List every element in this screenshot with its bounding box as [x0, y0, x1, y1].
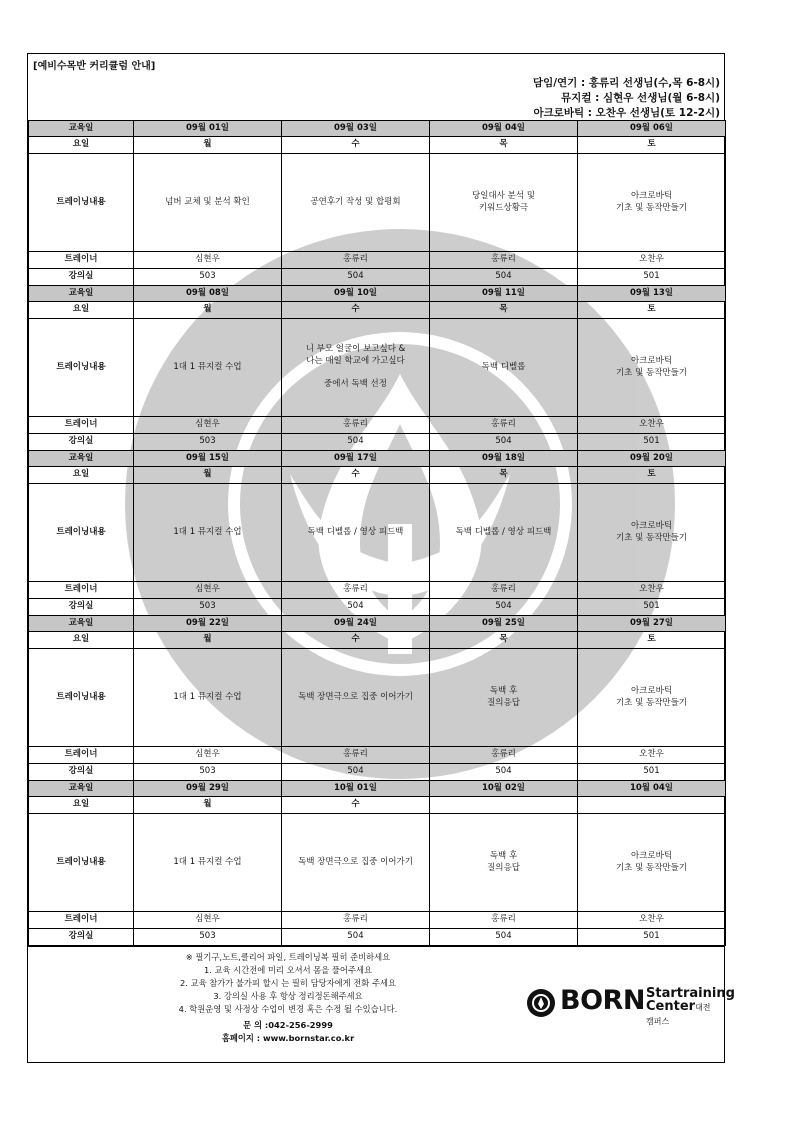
week-3-content-row	[29, 484, 726, 582]
room-cell: 503	[134, 764, 282, 781]
date-cell: 09월 29일	[134, 781, 282, 797]
date-cell: 09월 06일	[578, 121, 726, 137]
date-label: 교육일	[29, 616, 134, 632]
day-cell: 목	[430, 302, 578, 319]
trainer-cell: 홍류리	[282, 747, 430, 764]
week-2-date-row	[29, 286, 726, 302]
day-cell: 수	[282, 797, 430, 814]
content-label: 트레이닝내용	[29, 814, 134, 912]
room-cell: 501	[578, 599, 726, 616]
room-label: 강의실	[29, 269, 134, 286]
content-cell: 독백 후 질의응답	[430, 649, 578, 747]
footer	[28, 946, 735, 1055]
room-label: 강의실	[29, 764, 134, 781]
trainer-cell: 오찬우	[578, 582, 726, 599]
content-label: 트레이닝내용	[29, 484, 134, 582]
curriculum-sheet	[27, 53, 735, 1063]
homepage-link[interactable]: 홈페이지 : www.bornstar.co.kr	[221, 1033, 355, 1043]
content-cell: 1대 1 뮤지컬 수업	[134, 814, 282, 912]
day-cell: 수	[282, 632, 430, 649]
content-cell: 독백 디벨롭	[430, 319, 578, 417]
week-2-trainer-row	[29, 417, 726, 434]
date-cell: 09월 03일	[282, 121, 430, 137]
date-cell: 09월 24일	[282, 616, 430, 632]
trainer-label: 트레이너	[29, 747, 134, 764]
room-cell: 503	[134, 434, 282, 451]
date-cell: 09월 13일	[578, 286, 726, 302]
room-cell: 504	[282, 929, 430, 946]
teacher-acrobatic: 아크로바틱 : 오찬우 선생님(토 12-2시)	[533, 107, 720, 119]
week-5-room-row	[29, 929, 726, 946]
room-cell: 504	[430, 599, 578, 616]
trainer-cell: 오찬우	[578, 252, 726, 269]
week-4-date-row	[29, 616, 726, 632]
day-label: 요일	[29, 467, 134, 484]
content-label: 트레이닝내용	[29, 319, 134, 417]
week-5-day-row	[29, 797, 726, 814]
logo-startraining: Startraining	[646, 986, 735, 1001]
date-cell: 09월 27일	[578, 616, 726, 632]
day-label: 요일	[29, 302, 134, 319]
trainer-cell: 심현우	[134, 417, 282, 434]
room-cell: 504	[282, 599, 430, 616]
room-cell: 501	[578, 764, 726, 781]
content-label: 트레이닝내용	[29, 154, 134, 252]
week-1-trainer-row	[29, 252, 726, 269]
day-cell: 토	[578, 632, 726, 649]
day-cell: 수	[282, 137, 430, 154]
trainer-label: 트레이너	[29, 252, 134, 269]
room-cell: 501	[578, 269, 726, 286]
day-cell: 월	[134, 632, 282, 649]
week-1-room-row	[29, 269, 726, 286]
trainer-cell: 심현우	[134, 582, 282, 599]
trainer-cell: 오찬우	[578, 912, 726, 929]
room-label: 강의실	[29, 929, 134, 946]
date-label: 교육일	[29, 451, 134, 467]
day-cell: 월	[134, 302, 282, 319]
trainer-cell: 홍류리	[282, 912, 430, 929]
note-1: 1. 교육 시간전에 미리 오셔서 몸을 풀어주세요	[203, 965, 372, 975]
date-cell: 09월 04일	[430, 121, 578, 137]
note-2: 2. 교육 참가가 불가피 할시 는 필히 담당자에게 전화 주세요	[180, 978, 396, 988]
trainer-label: 트레이너	[29, 912, 134, 929]
trainer-cell: 홍류리	[430, 747, 578, 764]
room-cell: 504	[282, 764, 430, 781]
trainer-label: 트레이너	[29, 582, 134, 599]
trainer-cell: 홍류리	[430, 912, 578, 929]
week-2-day-row	[29, 302, 726, 319]
content-cell: 공연후기 작성 및 합평회	[282, 154, 430, 252]
date-cell: 09월 17일	[282, 451, 430, 467]
trainer-label: 트레이너	[29, 417, 134, 434]
room-cell: 503	[134, 269, 282, 286]
content-cell: 넘버 교체 및 분석 확인	[134, 154, 282, 252]
room-cell: 504	[430, 434, 578, 451]
content-cell: 1대 1 뮤지컬 수업	[134, 319, 282, 417]
content-cell: 독백 장면극으로 집중 이어가기	[282, 814, 430, 912]
week-2-content-row	[29, 319, 726, 417]
born-emblem-icon	[526, 988, 556, 1018]
room-cell: 504	[430, 764, 578, 781]
note-prepare: ※ 필기구,노트,클리어 파일, 트레이닝복 필히 준비하세요	[185, 952, 391, 962]
date-cell: 09월 18일	[430, 451, 578, 467]
content-cell: 독백 후 질의응답	[430, 814, 578, 912]
week-3-room-row	[29, 599, 726, 616]
date-cell: 09월 20일	[578, 451, 726, 467]
content-cell: 1대 1 뮤지컬 수업	[134, 484, 282, 582]
logo-born: BORN	[560, 985, 645, 1016]
week-4-day-row	[29, 632, 726, 649]
room-cell: 504	[282, 269, 430, 286]
room-cell: 504	[282, 434, 430, 451]
note-4: 4. 학원운영 및 사정상 수업이 변경 혹은 수정 될 수있습니다.	[178, 1004, 398, 1014]
content-cell: 아크로바틱 기초 및 동작만들기	[578, 484, 726, 582]
week-3-trainer-row	[29, 582, 726, 599]
date-cell: 09월 01일	[134, 121, 282, 137]
week-4-room-row	[29, 764, 726, 781]
day-cell: 목	[430, 632, 578, 649]
day-label: 요일	[29, 137, 134, 154]
room-label: 강의실	[29, 599, 134, 616]
date-cell: 10월 04일	[578, 781, 726, 797]
note-3: 3. 강의실 사용 후 항상 정리정돈해주세요	[213, 991, 363, 1001]
footer-notes	[28, 951, 548, 1045]
trainer-cell: 홍류리	[282, 252, 430, 269]
contact-phone: 문 의 :042-256-2999	[243, 1020, 333, 1030]
trainer-cell: 심현우	[134, 912, 282, 929]
day-label: 요일	[29, 632, 134, 649]
day-cell: 수	[282, 467, 430, 484]
room-cell: 504	[430, 269, 578, 286]
logo-center-word: Center	[646, 999, 696, 1014]
day-cell	[578, 797, 726, 814]
content-cell: 1대 1 뮤지컬 수업	[134, 649, 282, 747]
content-cell: 당일대사 분석 및 키워드상황극	[430, 154, 578, 252]
trainer-cell: 심현우	[134, 252, 282, 269]
trainer-cell: 오찬우	[578, 417, 726, 434]
content-cell: 독백 디벨롭 / 영상 피드백	[282, 484, 430, 582]
day-label: 요일	[29, 797, 134, 814]
date-cell: 10월 02일	[430, 781, 578, 797]
week-5-date-row	[29, 781, 726, 797]
schedule-table	[28, 120, 726, 946]
date-cell: 09월 08일	[134, 286, 282, 302]
trainer-cell: 홍류리	[282, 417, 430, 434]
date-cell: 09월 11일	[430, 286, 578, 302]
week-3-day-row	[29, 467, 726, 484]
content-cell: 아크로바틱 기초 및 동작만들기	[578, 154, 726, 252]
week-5-trainer-row	[29, 912, 726, 929]
day-cell: 토	[578, 467, 726, 484]
page-title: [예비수목반 커리큘럼 안내]	[33, 61, 156, 72]
room-cell: 504	[430, 929, 578, 946]
room-cell: 503	[134, 929, 282, 946]
trainer-cell: 홍류리	[282, 582, 430, 599]
room-cell: 503	[134, 599, 282, 616]
content-cell: 아크로바틱 기초 및 동작만들기	[578, 814, 726, 912]
day-cell: 토	[578, 302, 726, 319]
week-1-day-row	[29, 137, 726, 154]
room-cell: 501	[578, 929, 726, 946]
date-cell: 09월 25일	[430, 616, 578, 632]
room-label: 강의실	[29, 434, 134, 451]
room-cell: 501	[578, 434, 726, 451]
week-1-date-row	[29, 121, 726, 137]
teacher-musical: 뮤지컬 : 심현우 선생님(월 6-8시)	[561, 92, 720, 104]
day-cell: 월	[134, 797, 282, 814]
day-cell: 월	[134, 467, 282, 484]
week-5-content-row	[29, 814, 726, 912]
content-label: 트레이닝내용	[29, 649, 134, 747]
day-cell: 목	[430, 467, 578, 484]
trainer-cell: 홍류리	[430, 417, 578, 434]
logo-center	[646, 1000, 716, 1028]
content-cell: 니 부모 얼굴이 보고싶다 & 나는 매일 학교에 가고싶다 중에서 독백 선정	[282, 319, 430, 417]
sheet-header	[28, 54, 724, 120]
teacher-acting: 담임/연기 : 홍류리 선생님(수,목 6-8시)	[532, 77, 720, 89]
date-cell: 10월 01일	[282, 781, 430, 797]
content-cell: 독백 디벨롭 / 영상 피드백	[430, 484, 578, 582]
trainer-cell: 오찬우	[578, 747, 726, 764]
date-cell: 09월 15일	[134, 451, 282, 467]
trainer-cell: 홍류리	[430, 252, 578, 269]
day-cell: 수	[282, 302, 430, 319]
week-4-content-row	[29, 649, 726, 747]
day-cell: 목	[430, 137, 578, 154]
content-cell: 아크로바틱 기초 및 동작만들기	[578, 319, 726, 417]
date-label: 교육일	[29, 781, 134, 797]
week-1-content-row	[29, 154, 726, 252]
logo-campus: 대전캠퍼스	[646, 1003, 711, 1026]
day-cell: 월	[134, 137, 282, 154]
date-label: 교육일	[29, 121, 134, 137]
born-logo	[526, 983, 735, 1026]
content-cell: 아크로바틱 기초 및 동작만들기	[578, 649, 726, 747]
content-cell: 독백 장면극으로 집중 이어가기	[282, 649, 430, 747]
day-cell	[430, 797, 578, 814]
day-cell: 토	[578, 137, 726, 154]
week-3-date-row	[29, 451, 726, 467]
date-label: 교육일	[29, 286, 134, 302]
date-cell: 09월 22일	[134, 616, 282, 632]
date-cell: 09월 10일	[282, 286, 430, 302]
week-4-trainer-row	[29, 747, 726, 764]
week-2-room-row	[29, 434, 726, 451]
trainer-cell: 홍류리	[430, 582, 578, 599]
trainer-cell: 심현우	[134, 747, 282, 764]
